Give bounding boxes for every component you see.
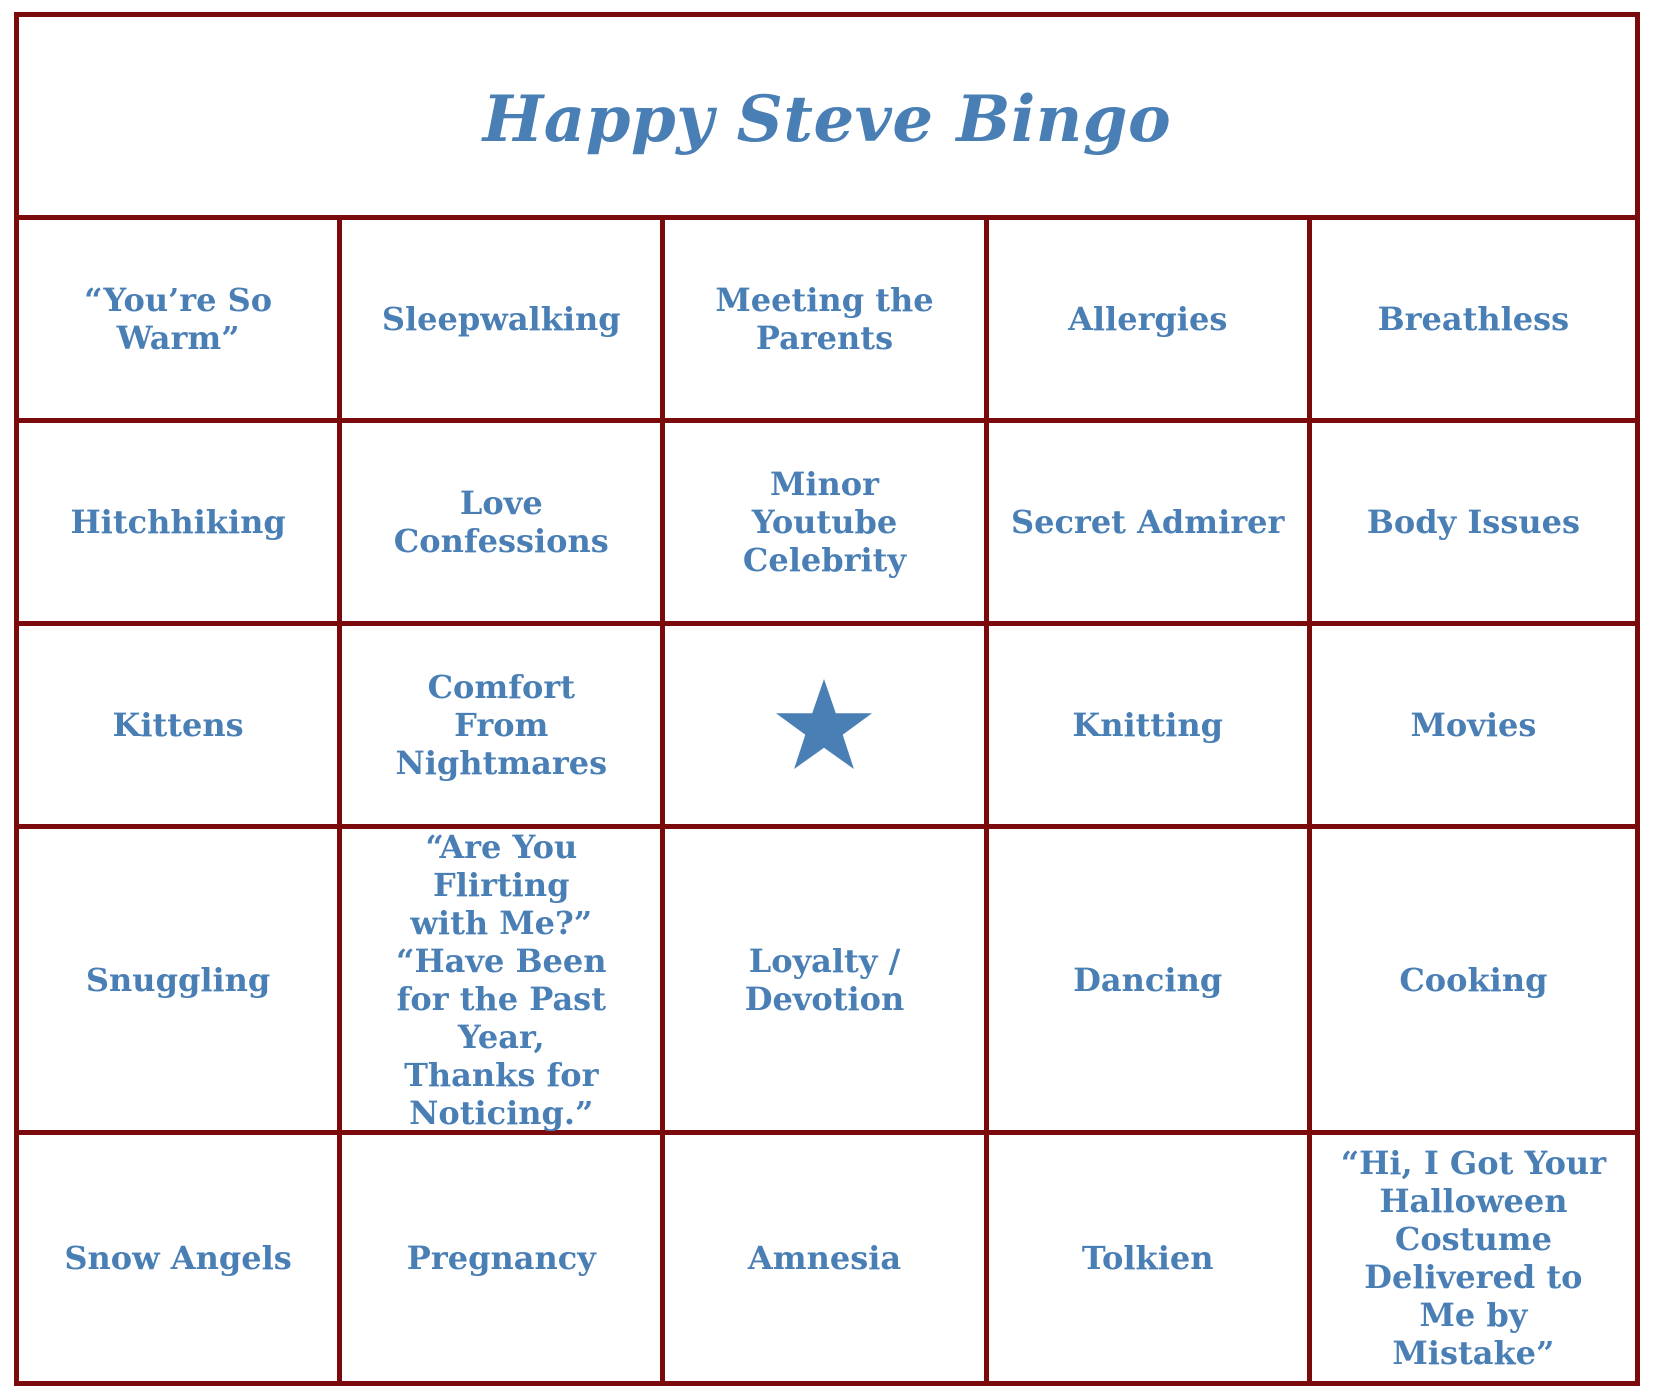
bingo-cell[interactable] [1312, 423, 1635, 626]
bingo-cell[interactable] [665, 829, 988, 1135]
bingo-cell-label: “You’re So Warm” [84, 281, 273, 357]
bingo-cell-label: Loyalty / Devotion [744, 941, 905, 1018]
bingo-cell[interactable] [1312, 1135, 1635, 1381]
bingo-cell-label: Comfort From Nightmares [395, 668, 608, 782]
bingo-cell-label: Knitting [1072, 706, 1223, 744]
bingo-cell[interactable] [989, 626, 1312, 829]
bingo-cell[interactable] [342, 220, 665, 423]
bingo-cell[interactable] [1312, 220, 1635, 423]
bingo-cell-label: Snow Angels [64, 1239, 292, 1277]
bingo-cell-label: Love Confessions [393, 484, 609, 560]
bingo-cell-label: Minor Youtube Celebrity [742, 465, 907, 579]
bingo-cell[interactable] [19, 829, 342, 1135]
bingo-cell-label: Body Issues [1366, 503, 1580, 541]
bingo-cell[interactable] [19, 626, 342, 829]
bingo-cell-label: Snuggling [85, 960, 271, 999]
bingo-cell[interactable] [342, 1135, 665, 1381]
bingo-cell[interactable] [19, 220, 342, 423]
bingo-cell-label: “Hi, I Got Your Halloween Costume Delivered to Me by Mistake” [1340, 1144, 1607, 1372]
bingo-cell-label: Movies [1410, 706, 1537, 744]
star-icon [774, 677, 874, 773]
bingo-cell-label: Allergies [1068, 300, 1228, 338]
bingo-card [14, 12, 1640, 1386]
bingo-cell[interactable] [989, 1135, 1312, 1381]
bingo-cell[interactable] [1312, 829, 1635, 1135]
bingo-grid [19, 220, 1635, 1381]
bingo-cell-label: “Are You Flirting with Me?” “Have Been for the Past Year, Thanks for Noticing.” [396, 827, 607, 1132]
bingo-cell[interactable] [342, 423, 665, 626]
bingo-cell[interactable] [342, 626, 665, 829]
bingo-cell-label: Cooking [1399, 960, 1548, 999]
bingo-cell-label: Secret Admirer [1011, 503, 1285, 541]
bingo-cell-label: Sleepwalking [381, 300, 621, 338]
bingo-cell[interactable] [665, 1135, 988, 1381]
bingo-cell[interactable] [342, 829, 665, 1135]
bingo-cell[interactable] [989, 423, 1312, 626]
bingo-cell[interactable] [19, 423, 342, 626]
bingo-cell[interactable] [989, 829, 1312, 1135]
bingo-cell-label: Pregnancy [406, 1239, 596, 1277]
bingo-cell[interactable] [665, 220, 988, 423]
bingo-cell-label: Breathless [1377, 300, 1570, 338]
bingo-cell[interactable] [19, 1135, 342, 1381]
bingo-cell-label: Amnesia [747, 1239, 902, 1277]
bingo-cell-label: Tolkien [1081, 1239, 1214, 1277]
title-row [19, 17, 1635, 220]
bingo-cell[interactable] [989, 220, 1312, 423]
bingo-cell-label: Kittens [112, 706, 244, 744]
page-title: Happy Steve Bingo [482, 81, 1172, 157]
free-space-cell[interactable] [665, 626, 988, 829]
bingo-cell[interactable] [665, 423, 988, 626]
bingo-cell-label: Dancing [1073, 960, 1223, 999]
bingo-cell[interactable] [1312, 626, 1635, 829]
bingo-cell-label: Hitchhiking [70, 503, 286, 541]
bingo-cell-label: Meeting the Parents [715, 281, 934, 357]
